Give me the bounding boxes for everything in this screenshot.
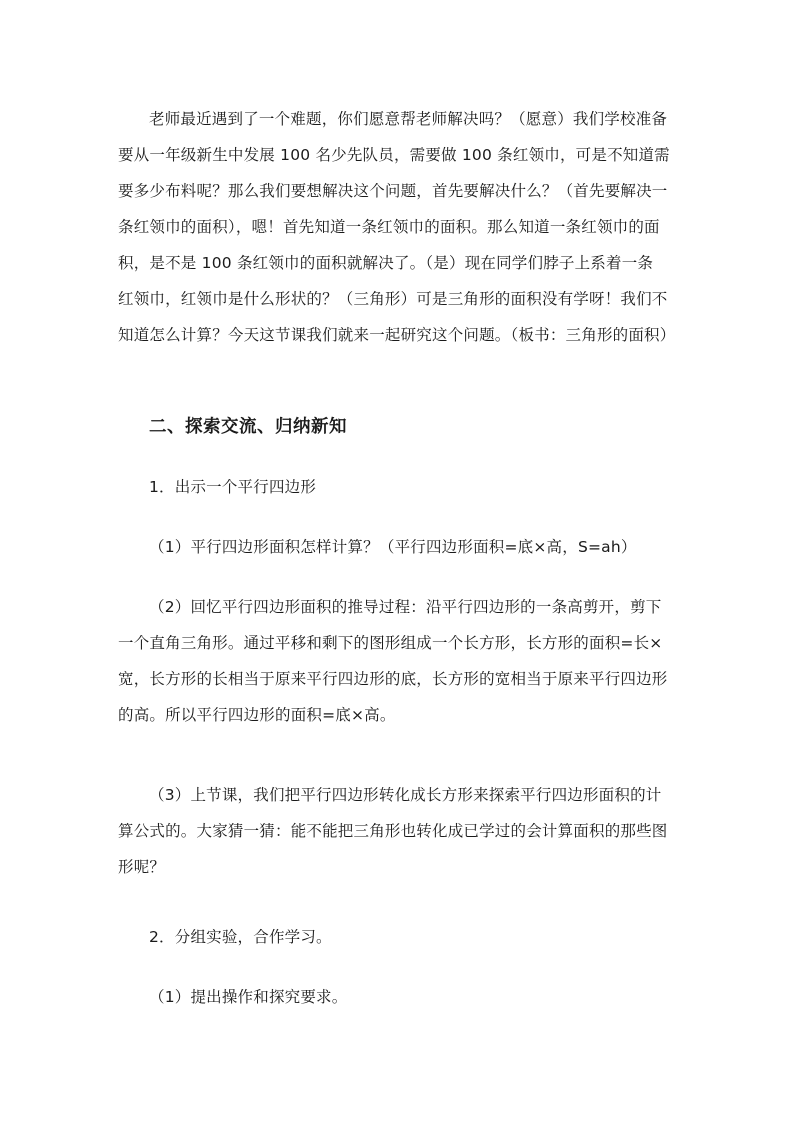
- item1-question-1: [118, 529, 678, 565]
- text-line: 形呢？: [118, 858, 166, 876]
- item1-question-2: [118, 589, 678, 733]
- section-heading: 二、探索交流、归纳新知: [149, 417, 347, 437]
- text-line: 要从一年级新生中发展 100 名少先队员，需要做 100 条红领巾，可是不知道需: [118, 146, 670, 164]
- text-line: （1）提出操作和探究要求。: [149, 988, 348, 1006]
- text-line: 积，是不是 100 条红领巾的面积就解决了。（是）现在同学们脖子上系着一条: [118, 254, 654, 272]
- item2-title: [118, 919, 678, 955]
- item1-title: [118, 469, 678, 505]
- text-line: 的高。所以平行四边形的面积=底×高。: [118, 706, 396, 724]
- text-line: 一个直角三角形。通过平移和剩下的图形组成一个长方形，长方形的面积=长×: [118, 634, 663, 652]
- text-line: 红领巾，红领巾是什么形状的？（三角形）可是三角形的面积没有学呀！我们不: [118, 290, 668, 308]
- text-line: 1．出示一个平行四边形: [149, 478, 317, 496]
- text-line: 宽，长方形的长相当于原来平行四边形的底，长方形的宽相当于原来平行四边形: [118, 670, 668, 688]
- item2-question-1: [118, 979, 678, 1015]
- text-line: （3）上节课，我们把平行四边形转化成长方形来探索平行四边形面积的计: [149, 786, 662, 804]
- text-line: 算公式的。大家猜一猜：能不能把三角形也转化成已学过的会计算面积的那些图: [118, 822, 668, 840]
- text-line: 2．分组实验，合作学习。: [149, 928, 332, 946]
- text-line: （2）回忆平行四边形面积的推导过程：沿平行四边形的一条高剪开，剪下: [149, 598, 662, 616]
- text-line: 条红领巾的面积），嗯！首先知道一条红领巾的面积。那么知道一条红领巾的面: [118, 218, 660, 236]
- text-line: 要多少布料呢？那么我们要想解决这个问题，首先要解决什么？（首先要解决一: [118, 182, 668, 200]
- text-line: 知道怎么计算？今天这节课我们就来一起研究这个问题。（板书：三角形的面积）: [118, 326, 676, 344]
- text-line: 老师最近遇到了一个难题，你们愿意帮老师解决吗？（愿意）我们学校准备: [149, 110, 668, 128]
- intro-paragraph: [118, 101, 678, 353]
- text-line: （1）平行四边形面积怎样计算？（平行四边形面积=底×高，S=ah）: [149, 538, 637, 556]
- item1-question-3: [118, 777, 678, 885]
